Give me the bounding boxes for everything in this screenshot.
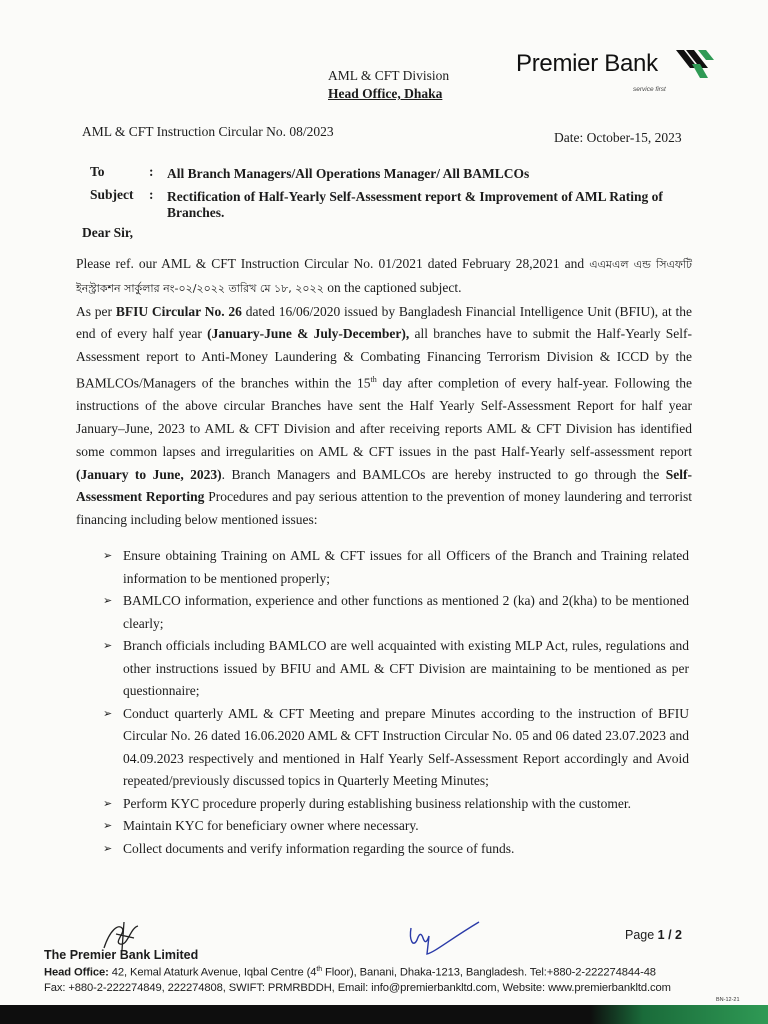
to-colon: : [149,164,154,179]
footer-contact: Fax: +880-2-222274849, 222274808, SWIFT: PRMRBDDH, Email: info@premierbankltd.com, Website: www.premierbankltd.com [44,982,671,994]
paragraph-instructions [76,301,692,532]
superscript: th [370,374,377,384]
list-item-text: Collect documents and verify information regarding the source of funds. [123,840,515,856]
reference-tail: on the captioned subject. [323,279,462,295]
subject-colon: : [149,187,154,202]
list-item-text: Maintain KYC for beneficiary owner where necessary. [123,818,419,833]
text-seg: all branches have to submit the Half-Yearly Self-Assessment report to Anti-Money Laundering & Combating Financing Terrorism Division & ICCD by the BAMLCOs/Managers of the branches within the 15 [76,326,692,391]
page-number [625,928,682,942]
circular-date: Date: October-15, 2023 [554,130,682,145]
page-label: Page [625,928,658,942]
list-item [103,838,689,861]
bank-tagline: service first [633,86,666,93]
page-value: 1 / 2 [657,928,682,942]
footer-address [44,966,656,979]
list-item [103,545,689,590]
bank-logo [516,50,666,93]
footer-bar-accent [590,1005,768,1024]
list-item [103,590,689,635]
issues-list [103,545,689,860]
arrow-bullet-icon: ➢ [103,594,113,607]
list-item-text: BAMLCO information, experience and other functions as mentioned 2 (ka) and 2(kha) to be mentioned clearly; [123,593,689,631]
reference-text: Please ref. our AML & CFT Instruction Circular No. 01/2021 dated February 28,2021 and [76,256,590,271]
list-item-text: Conduct quarterly AML & CFT Meeting and prepare Minutes according to the instruction of BFIU Circular No. 26 dated 16.06.2020 AML & CFT Instruction Circular No. 05 and 06 dated 23.07.2023 and 04.09.2023 respectively and mentioned in Half Yearly Self-Assessment Report accordingly and Avoid repeated/previously discussed topics in Quarterly Meeting Minutes; [123,705,689,788]
bank-logo-name: Premier Bank [516,50,658,77]
signature-mark [405,918,485,964]
salutation: Dear Sir, [82,225,134,240]
bfiu-circular-ref: BFIU Circular No. 26 [115,303,242,319]
list-item-text: Perform KYC procedure properly during establishing business relationship with the customer. [123,795,632,811]
arrow-bullet-icon: ➢ [103,819,113,832]
text-seg: dated 16/06/2020 issued by Bangladesh Financial Intelligence Unit (BFIU), at the end of every half year [76,303,692,342]
paragraph-reference [76,253,692,301]
list-item [103,793,689,816]
letter-body [76,253,692,532]
text-seg: As per [76,303,116,319]
arrow-bullet-icon: ➢ [103,549,113,562]
subject-text: Rectification of Half-Yearly Self-Assessment report & Improvement of AML Rating of Branches. [167,189,663,220]
arrow-bullet-icon: ➢ [103,796,113,810]
footer-company-name: The Premier Bank Limited [44,948,199,962]
list-item-text: Branch officials including BAMLCO are well acquainted with existing MLP Act, rules, regulations and other instructions issued by BFIU and AML & CFT Division are maintaining to be mentioned as per questionnaire; [123,638,689,698]
circular-number: AML & CFT Instruction Circular No. 08/2023 [82,124,334,139]
division-name: AML & CFT Division [328,68,450,83]
to-label: To [90,164,105,179]
subject-label: Subject [90,187,134,202]
list-item [103,635,689,703]
self-assessment-reporting: Self-Assessment Reporting [76,466,692,505]
arrow-bullet-icon: ➢ [103,639,113,652]
address-text: Floor), Banani, Dhaka-1213, Bangladesh. Tel:+880-2-222274844-48 [322,966,656,979]
half-year-periods: (January-June & July-December), [207,326,410,342]
list-item [103,703,689,793]
to-recipients: All Branch Managers/All Operations Manager/ All BAMLCOs [167,166,530,181]
text-seg: day after completion of every half-year. Following the instructions of the above circular Branches have sent the Half Yearly Self-Assessment Report for half year January–June, 2023 to AML & CFT Division and after receiving reports AML & CFT Division has identified some common lapses and irregularities on AML & CFT issues in the past Half-Yearly self-assessment report [76,375,692,459]
arrow-bullet-icon: ➢ [103,706,113,720]
address-text: 42, Kemal Ataturk Avenue, Iqbal Centre (4 [108,966,317,979]
bangla-circular-reference: এএমএল এন্ড সিএফটি ইনস্ট্রাকশন সার্কুলার নং-০২/২০২২ তারিখ মে ১৮, ২০২২ [76,258,693,295]
premier-bank-logo-mark-icon [674,50,716,80]
superscript: th [316,966,323,973]
form-code: BN-12-21 [716,997,740,1003]
list-item [103,815,689,838]
arrow-bullet-icon: ➢ [103,841,113,855]
text-seg: Procedures and pay serious attention to the prevention of money laundering and terrorist financing including below mentioned issues: [76,489,692,528]
list-item-text: Ensure obtaining Training on AML & CFT issues for all Officers of the Branch and Training related information to be mentioned properly; [123,548,689,586]
head-office: Head Office, Dhaka [328,86,443,101]
text-seg: . Branch Managers and BAMLCOs are hereby instructed to go through the [221,466,666,482]
report-period: (January to June, 2023) [76,466,222,482]
address-label: Head Office: [44,966,109,979]
